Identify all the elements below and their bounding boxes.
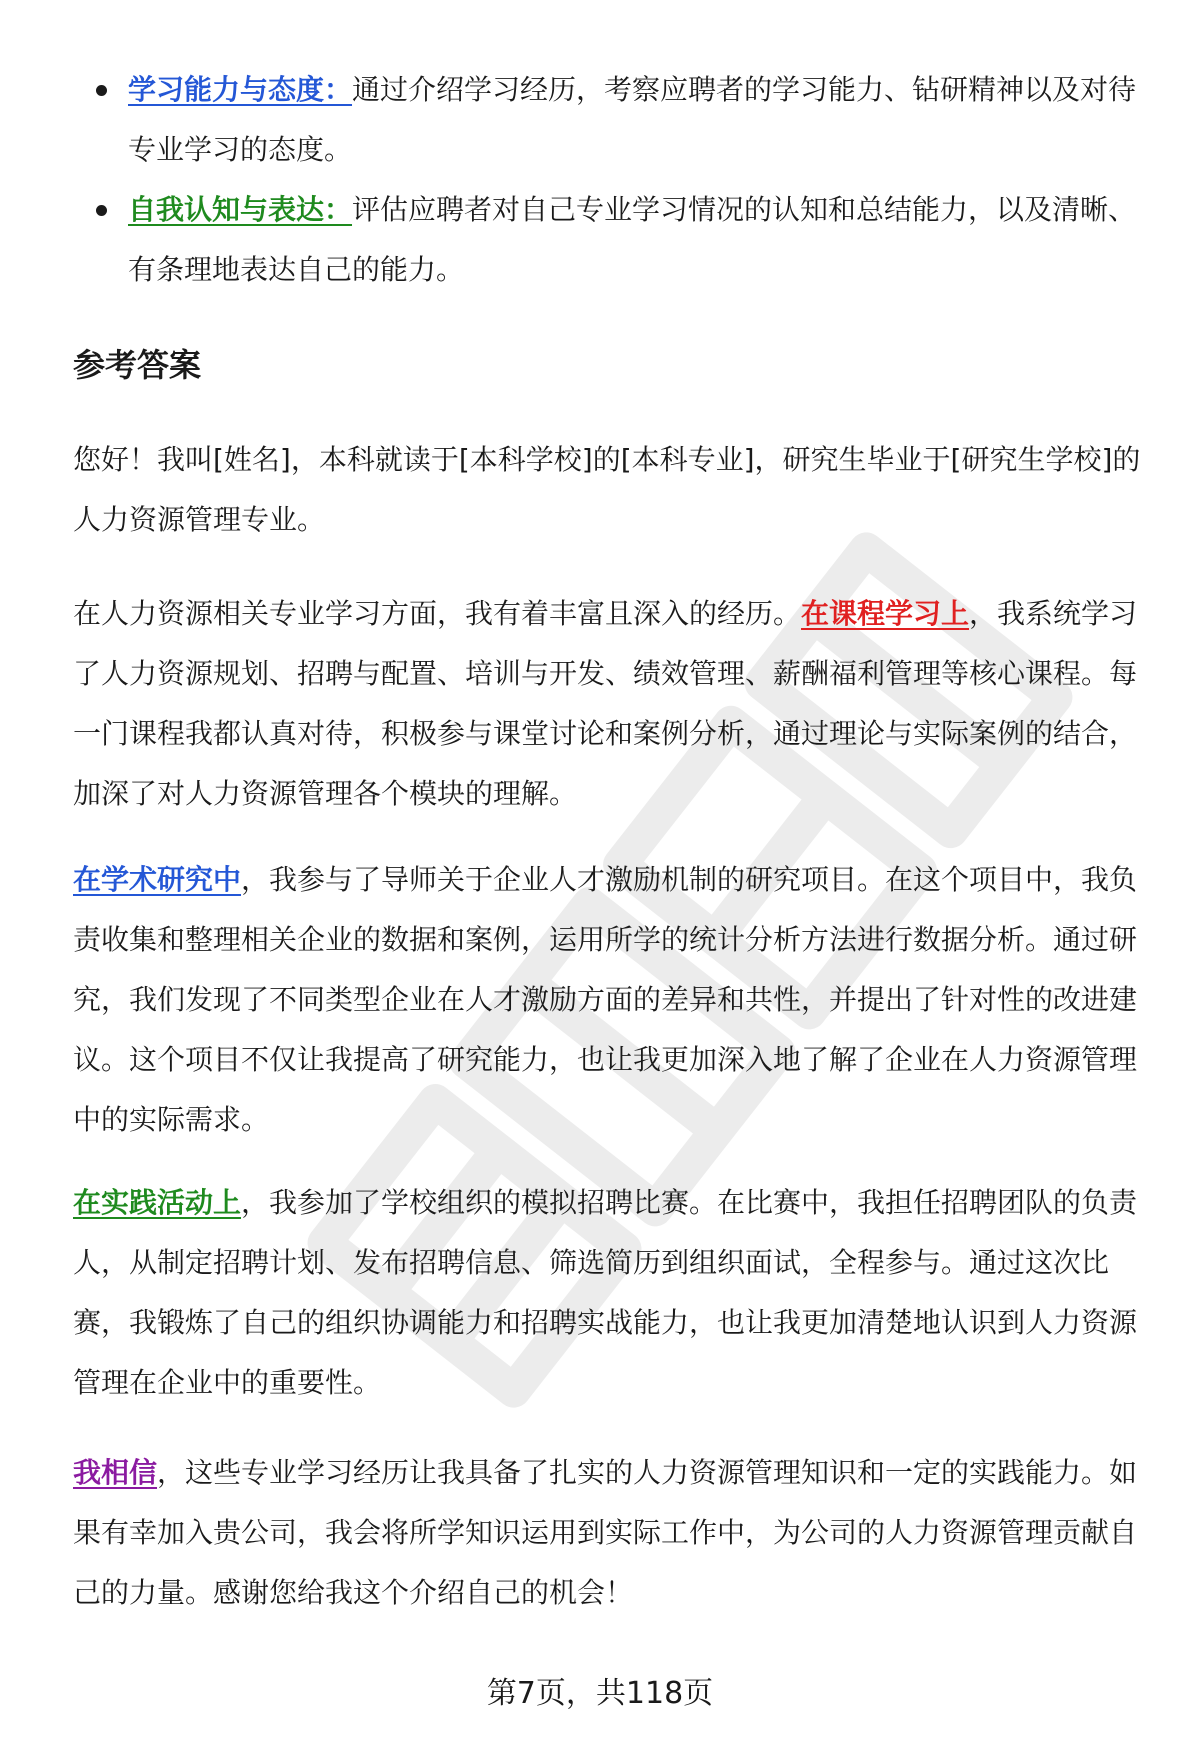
paragraph-practice	[73, 1173, 1148, 1413]
criteria-list	[70, 60, 1150, 300]
paragraph-text: ，我系统学习了人力资源规划、招聘与配置、培训与开发、绩效管理、薪酬福利管理等核心课程。每一门课程我都认真对待，积极参与课堂讨论和案例分析，通过理论与实际案例的结合，加深了对人力资源管理各个模块的理解。	[73, 597, 1138, 810]
bullet-keyword: 学习能力与态度：	[128, 73, 353, 106]
paragraph-coursework	[73, 584, 1148, 824]
paragraph-intro	[73, 430, 1148, 550]
bullet-text: 通过介绍学习经历，考察应聘者的学习能力、钻研精神以及对待专业学习的态度。	[128, 73, 1137, 166]
paragraph-text: ，我参与了导师关于企业人才激励机制的研究项目。在这个项目中，我负责收集和整理相关企业的数据和案例，运用所学的统计分析方法进行数据分析。通过研究，我们发现了不同类型企业在人才激励方面的差异和共性，并提出了针对性的改进建议。这个项目不仅让我提高了研究能力，也让我更加深入地了解了企业在人力资源管理中的实际需求。	[73, 863, 1138, 1136]
paragraph-research	[73, 850, 1148, 1150]
bullet-icon	[96, 85, 107, 96]
bullet-keyword: 自我认知与表达：	[128, 193, 353, 226]
paragraph-text: ，我参加了学校组织的模拟招聘比赛。在比赛中，我担任招聘团队的负责人，从制定招聘计划、发布招聘信息、筛选简历到组织面试，全程参与。通过这次比赛，我锻炼了自己的组织协调能力和招聘实战能力，也让我更加清楚地认识到人力资源管理在企业中的重要性。	[73, 1186, 1138, 1399]
list-item	[70, 60, 1150, 180]
bullet-icon	[96, 205, 107, 216]
paragraph-text: ，这些专业学习经历让我具备了扎实的人力资源管理知识和一定的实践能力。如果有幸加入贵公司，我会将所学知识运用到实际工作中，为公司的人力资源管理贡献自己的力量。感谢您给我这个介绍自己的机会！	[73, 1456, 1138, 1609]
paragraph-keyword: 在课程学习上	[801, 597, 970, 630]
paragraph-text: 在人力资源相关专业学习方面，我有着丰富且深入的经历。	[73, 597, 802, 630]
page-number: 第7页，共118页	[486, 1676, 714, 1711]
bullet-text: 评估应聘者对自己专业学习情况的认知和总结能力，以及清晰、有条理地表达自己的能力。	[128, 193, 1137, 286]
paragraph-keyword: 我相信	[73, 1456, 158, 1489]
paragraph-conclusion	[73, 1443, 1148, 1623]
paragraph-keyword: 在学术研究中	[73, 863, 242, 896]
list-item	[70, 180, 1150, 300]
paragraph-keyword: 在实践活动上	[73, 1186, 242, 1219]
section-title: 参考答案	[73, 346, 202, 384]
paragraph-text: 您好！我叫[姓名]，本科就读于[本科学校]的[本科专业]，研究生毕业于[研究生学校]的人力资源管理专业。	[73, 443, 1141, 536]
